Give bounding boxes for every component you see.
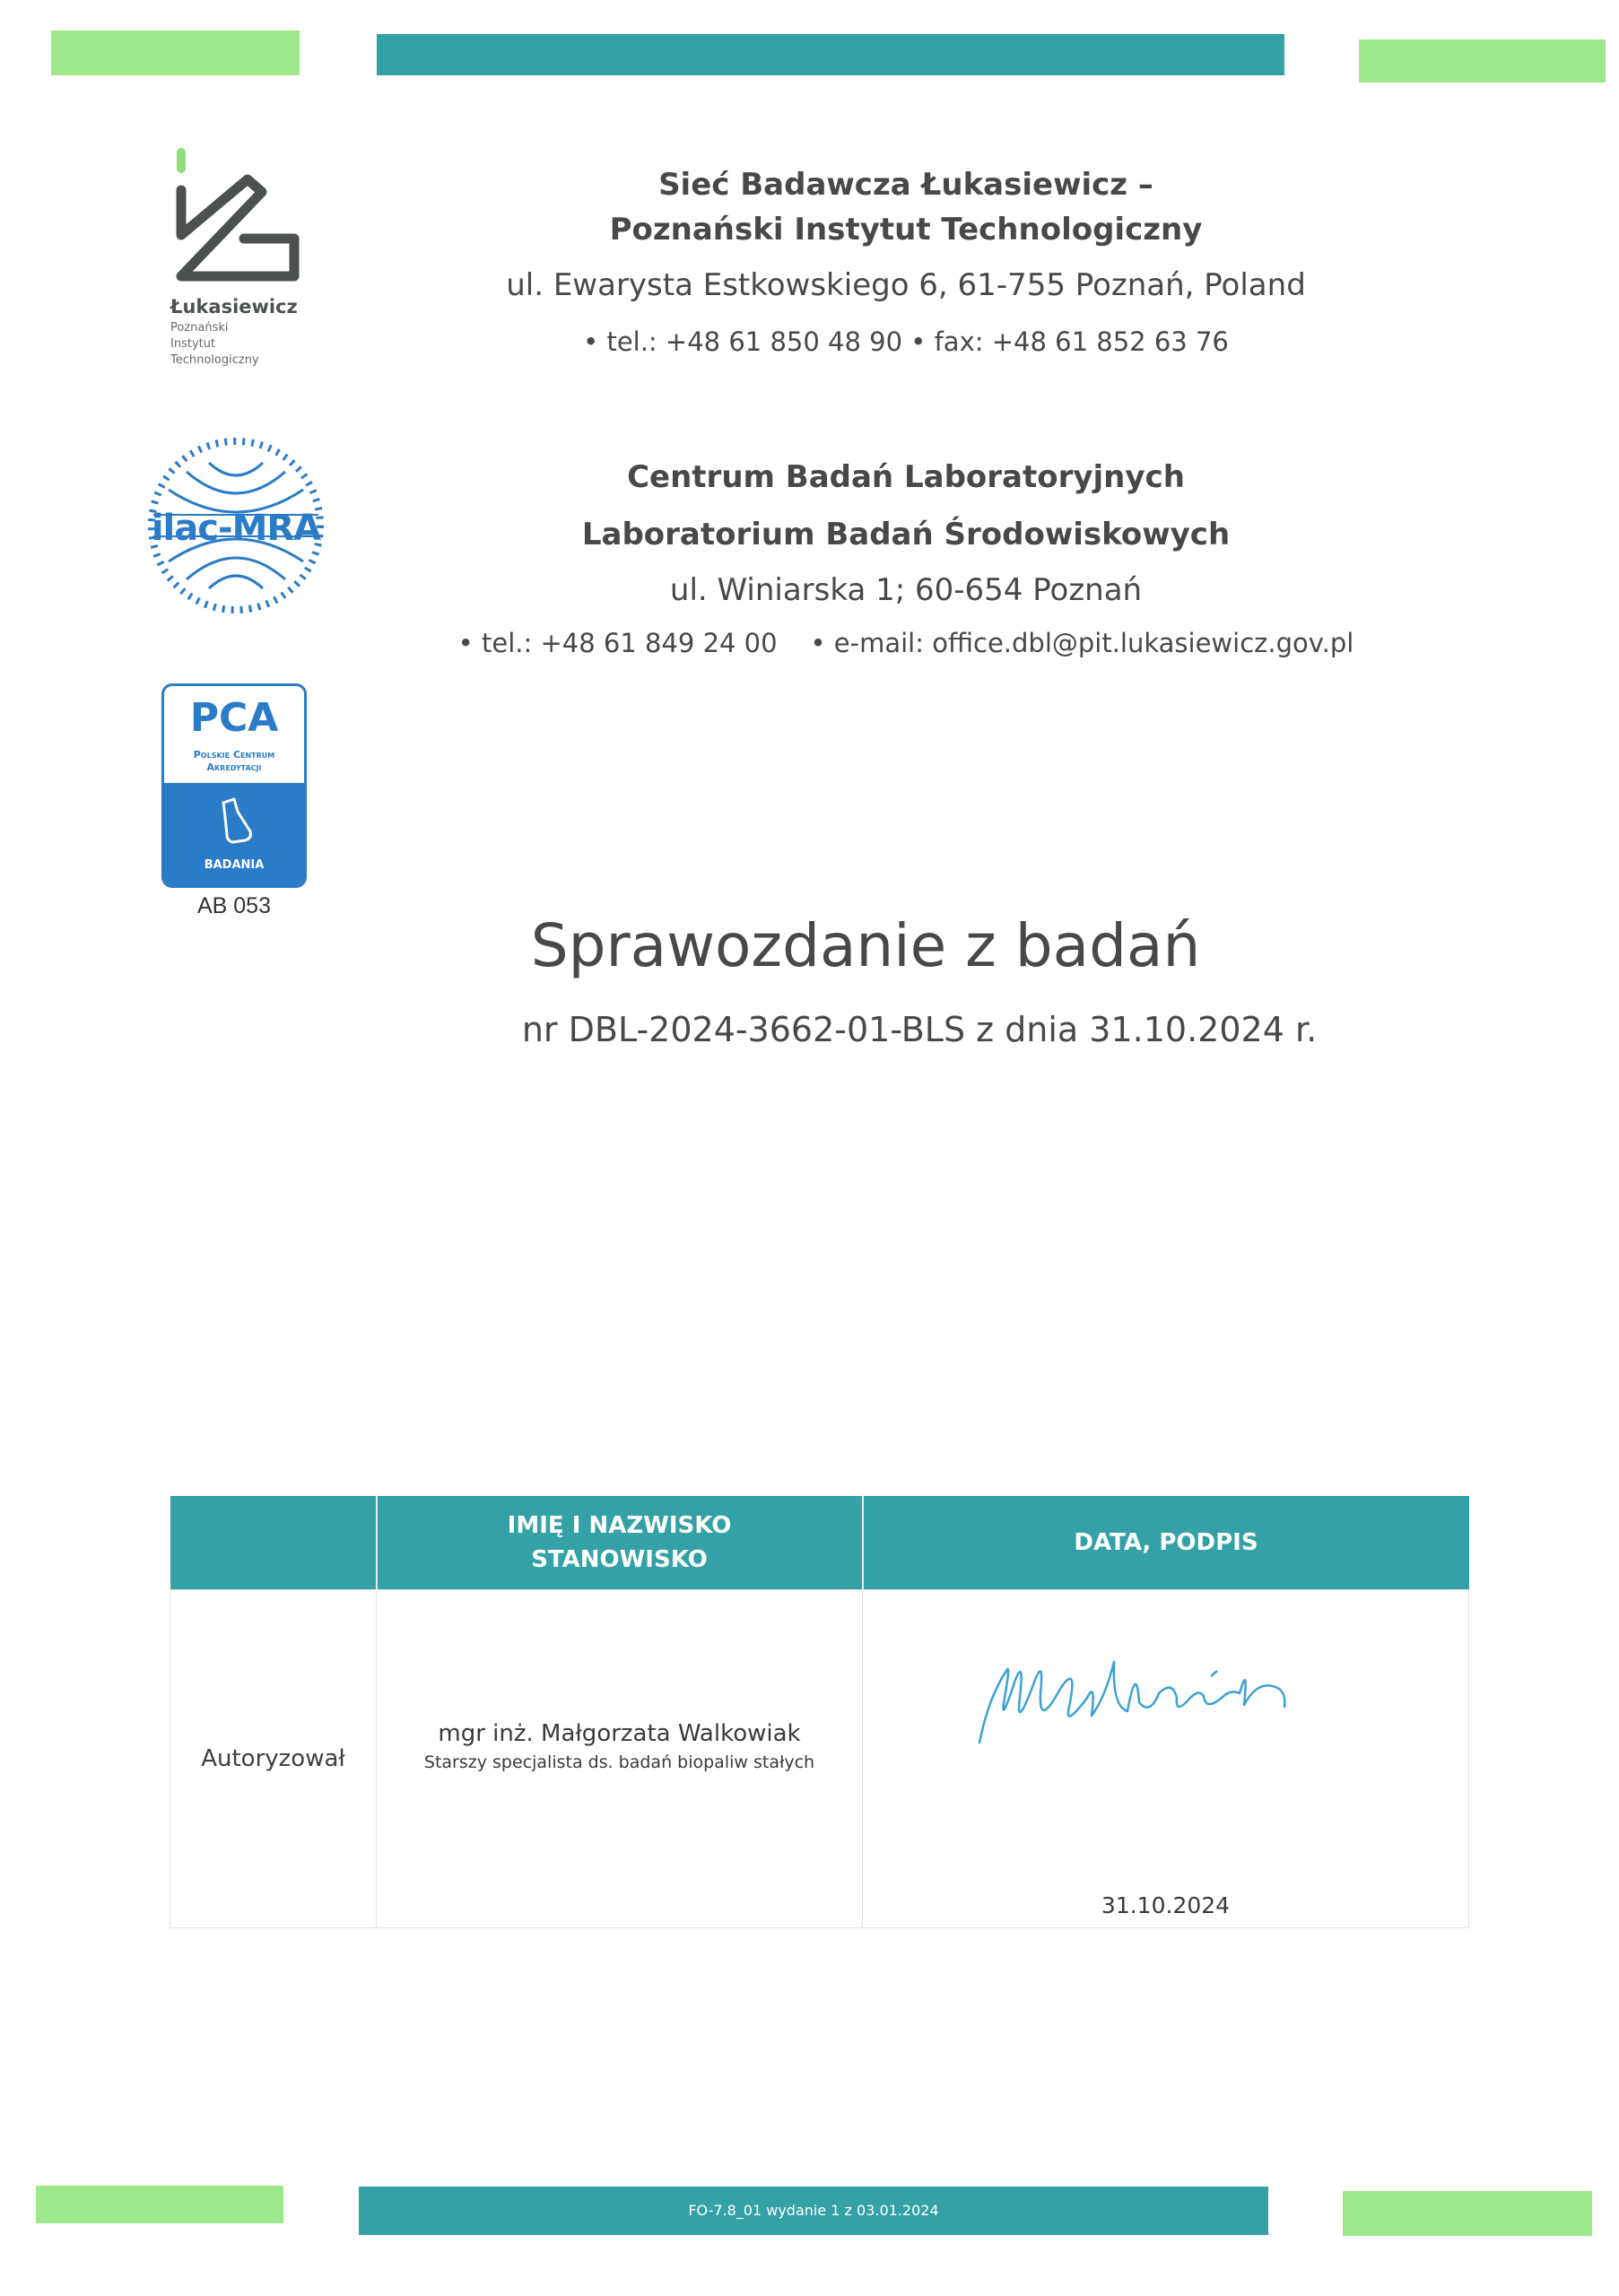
bottom-right-green-bar bbox=[1343, 2191, 1592, 2236]
institute-name-line1: Sieć Badawcza Łukasiewicz – bbox=[658, 167, 1153, 203]
table-header-row bbox=[170, 1496, 1469, 1590]
signature-date: 31.10.2024 bbox=[1101, 1892, 1231, 1918]
table-row bbox=[170, 1590, 1469, 1928]
bottom-teal-bar bbox=[359, 2187, 1268, 2235]
role-cell bbox=[170, 1590, 377, 1928]
top-right-green-bar bbox=[1359, 39, 1606, 83]
header-name-position bbox=[377, 1496, 863, 1590]
lukasiewicz-logo bbox=[170, 145, 314, 378]
ilac-mra-text: ilac-MRA bbox=[151, 508, 321, 549]
institute-address: ul. Ewarysta Estkowskiego 6, 61-755 Poznań, Poland bbox=[506, 267, 1306, 303]
footer-form-code: FO-7.8_01 wydanie 1 z 03.01.2024 bbox=[688, 2202, 939, 2219]
flask-icon bbox=[207, 796, 261, 849]
lab-center-name: Centrum Badań Laboratoryjnych bbox=[627, 459, 1185, 495]
pca-logo-line2: Akredytacji bbox=[206, 761, 262, 773]
pca-accreditation-code: AB 053 bbox=[196, 893, 271, 918]
header-empty-cell bbox=[170, 1496, 377, 1590]
lab-name: Laboratorium Badań Środowiskowych bbox=[581, 517, 1231, 552]
institute-contact: • tel.: +48 61 850 48 90 • fax: +48 61 852 63 76 bbox=[583, 326, 1229, 357]
lab-email-link[interactable]: • e-mail: office.dbl@pit.lukasiewicz.gov.pl bbox=[810, 628, 1354, 658]
lab-tel: • tel.: +48 61 849 24 00 bbox=[457, 628, 778, 658]
date-signature-cell bbox=[863, 1590, 1469, 1928]
role-label: Autoryzował bbox=[201, 1745, 345, 1772]
top-teal-bar bbox=[377, 34, 1284, 75]
lukasiewicz-mark-icon bbox=[170, 145, 314, 298]
pca-logo-line1: Polskie Centrum bbox=[193, 749, 275, 761]
pca-logo-title: PCA bbox=[189, 695, 279, 741]
pca-logo-badge-area bbox=[164, 783, 304, 885]
ilac-mra-logo bbox=[146, 436, 326, 615]
lukasiewicz-logo-sub1: Poznański bbox=[170, 321, 229, 335]
lukasiewicz-logo-sub3: Technologiczny bbox=[170, 353, 259, 367]
report-number: nr DBL-2024-3662-01-BLS z dnia 31.10.2024 r. bbox=[521, 1010, 1318, 1049]
handwritten-signature bbox=[971, 1644, 1347, 1752]
lab-contact bbox=[431, 628, 1381, 658]
header-name-line1: IMIĘ I NAZWISKO bbox=[507, 1512, 732, 1539]
pca-logo-badge: BADANIA bbox=[204, 858, 265, 872]
lukasiewicz-logo-sub2: Instytut bbox=[170, 337, 216, 351]
institute-name-line2: Poznański Instytut Technologiczny bbox=[609, 212, 1203, 248]
bottom-left-green-bar bbox=[36, 2186, 283, 2223]
person-cell bbox=[377, 1590, 863, 1928]
header-date-signature: DATA, PODPIS bbox=[863, 1496, 1469, 1590]
person-name: mgr inż. Małgorzata Walkowiak bbox=[438, 1719, 801, 1747]
authorization-table bbox=[170, 1496, 1469, 1928]
header-name-line2: STANOWISKO bbox=[531, 1546, 708, 1573]
lab-address: ul. Winiarska 1; 60-654 Poznań bbox=[669, 572, 1143, 608]
top-left-green-bar bbox=[51, 30, 300, 75]
report-title: Sprawozdanie z badań bbox=[530, 911, 1201, 980]
person-position: Starszy specjalista ds. badań biopaliw stałych bbox=[423, 1752, 815, 1772]
lukasiewicz-logo-name: Łukasiewicz bbox=[170, 296, 298, 317]
pca-logo bbox=[161, 683, 307, 888]
